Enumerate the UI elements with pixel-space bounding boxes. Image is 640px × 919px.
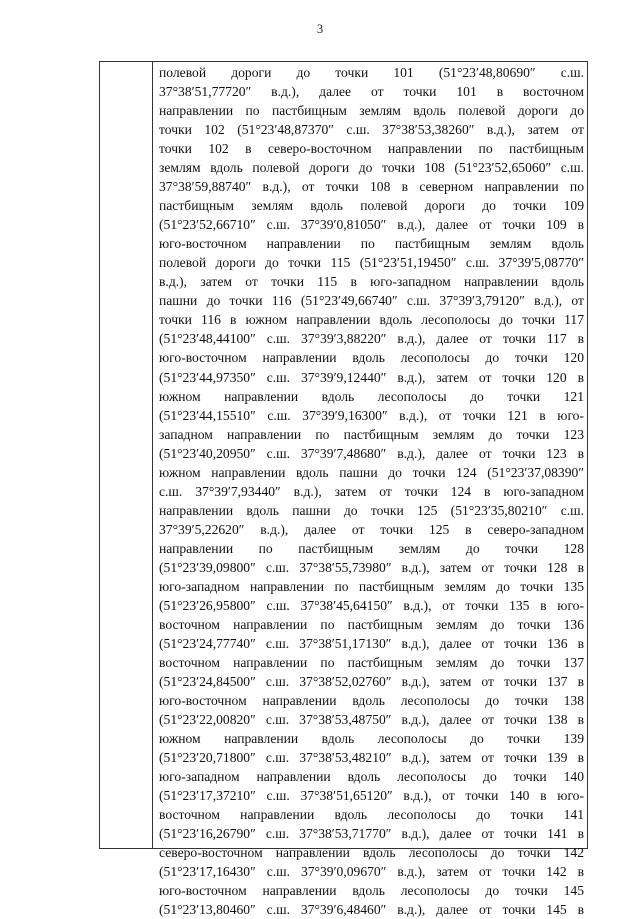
text-line: северо-восточном направлении вдоль лесополосы до точки 142 <box>159 845 584 861</box>
text-line: восточном направлении по пастбищным землям до точки 136 <box>159 616 584 632</box>
page-number: 3 <box>316 22 324 36</box>
text-line: землям вдоль полевой дороги до точки 108 (51°23′52,65060″ с.ш. <box>159 160 584 176</box>
text-line: (51°23′17,16430″ с.ш. 37°39′0,09670″ в.д.), затем от точки 142 в <box>159 864 584 880</box>
text-line: западном направлении по пастбищным землям до точки 123 <box>159 426 584 442</box>
text-line: восточном направлении вдоль лесополосы до точки 141 <box>159 807 584 823</box>
text-line: южном направлении вдоль лесополосы до точки 139 <box>159 731 584 747</box>
text-line: (51°23′20,71800″ с.ш. 37°38′53,48210″ в.д.), затем от точки 139 в <box>159 750 584 766</box>
text-line: точки 102 в северо-восточном направлении по пастбищным <box>159 141 584 157</box>
text-line: с.ш. 37°39′7,93440″ в.д.), затем от точки 124 в юго-западном <box>159 483 584 499</box>
text-line: восточном направлении по пастбищным землям до точки 137 <box>159 654 584 670</box>
text-line: юго-восточном направлении вдоль лесополосы до точки 145 <box>159 883 584 899</box>
text-line: юго-восточном направлении вдоль лесополосы до точки 120 <box>159 350 584 366</box>
text-line: юго-восточном направлении по пастбищным землям вдоль <box>159 236 584 252</box>
text-line: точки 102 (51°23′48,87370″ с.ш. 37°38′53,38260″ в.д.), затем от <box>159 122 584 138</box>
text-line: направлении по пастбищным землям до точки 128 <box>159 540 584 556</box>
text-line: пастбищным землям вдоль полевой дороги до точки 109 <box>159 198 584 214</box>
text-line: (51°23′44,15510″ с.ш. 37°39′9,16300″ в.д.), от точки 121 в юго- <box>159 407 584 423</box>
text-line: (51°23′52,66710″ с.ш. 37°39′0,81050″ в.д.), далее от точки 109 в <box>159 217 584 233</box>
text-line: (51°23′13,80460″ с.ш. 37°39′6,48460″ в.д.), далее от точки 145 в <box>159 902 584 918</box>
text-line: южном направлении вдоль пашни до точки 124 (51°23′37,08390″ <box>159 464 584 480</box>
text-line: 37°38′51,77720″ в.д.), далее от точки 101 в восточном <box>159 84 584 100</box>
text-line: (51°23′16,26790″ с.ш. 37°38′53,71770″ в.д.), далее от точки 141 в <box>159 826 584 842</box>
text-line: юго-восточном направлении вдоль лесополосы до точки 138 <box>159 693 584 709</box>
text-line: южном направлении вдоль лесополосы до точки 121 <box>159 388 584 404</box>
text-line: точки 116 в южном направлении вдоль лесополосы до точки 117 <box>159 312 584 328</box>
text-line: полевой дороги до точки 101 (51°23′48,80690″ с.ш. <box>159 65 584 80</box>
text-line: направлении по пастбищным землям вдоль полевой дороги до <box>159 103 584 119</box>
text-line: 37°38′59,88740″ в.д.), от точки 108 в северном направлении по <box>159 179 584 195</box>
text-line: в.д.), затем от точки 115 в юго-западном направлении вдоль <box>159 274 584 290</box>
boundary-description-cell <box>155 63 586 918</box>
text-line: (51°23′39,09800″ с.ш. 37°38′55,73980″ в.д.), затем от точки 128 в <box>159 559 584 575</box>
text-line: полевой дороги до точки 115 (51°23′51,19450″ с.ш. 37°39′5,08770″ <box>159 255 584 271</box>
text-line: юго-западном направлении вдоль лесополосы до точки 140 <box>159 769 584 785</box>
text-line: юго-западном направлении по пастбищным землям до точки 135 <box>159 578 584 594</box>
text-line: (51°23′22,00820″ с.ш. 37°38′53,48750″ в.д.), далее от точки 138 в <box>159 712 584 728</box>
document-table <box>99 61 588 918</box>
text-line: пашни до точки 116 (51°23′49,66740″ с.ш. 37°39′3,79120″ в.д.), от <box>159 293 584 309</box>
text-line: (51°23′44,97350″ с.ш. 37°39′9,12440″ в.д.), затем от точки 120 в <box>159 369 584 385</box>
text-line: 37°39′5,22620″ в.д.), далее от точки 125 в северо-западном <box>159 521 584 537</box>
text-line: (51°23′24,77740″ с.ш. 37°38′51,17130″ в.д.), далее от точки 136 в <box>159 635 584 651</box>
empty-left-column-cell <box>100 62 153 848</box>
text-line: (51°23′24,84500″ с.ш. 37°38′52,02760″ в.д.), затем от точки 137 в <box>159 674 584 689</box>
text-line: направлении вдоль пашни до точки 125 (51°23′35,80210″ с.ш. <box>159 502 584 518</box>
text-line: (51°23′40,20950″ с.ш. 37°39′7,48680″ в.д.), далее от точки 123 в <box>159 445 584 461</box>
text-line: (51°23′48,44100″ с.ш. 37°39′3,88220″ в.д.), далее от точки 117 в <box>159 331 584 347</box>
text-line: (51°23′26,95800″ с.ш. 37°38′45,64150″ в.д.), от точки 135 в юго- <box>159 597 584 613</box>
text-line: (51°23′17,37210″ с.ш. 37°38′51,65120″ в.д.), от точки 140 в юго- <box>159 788 584 804</box>
